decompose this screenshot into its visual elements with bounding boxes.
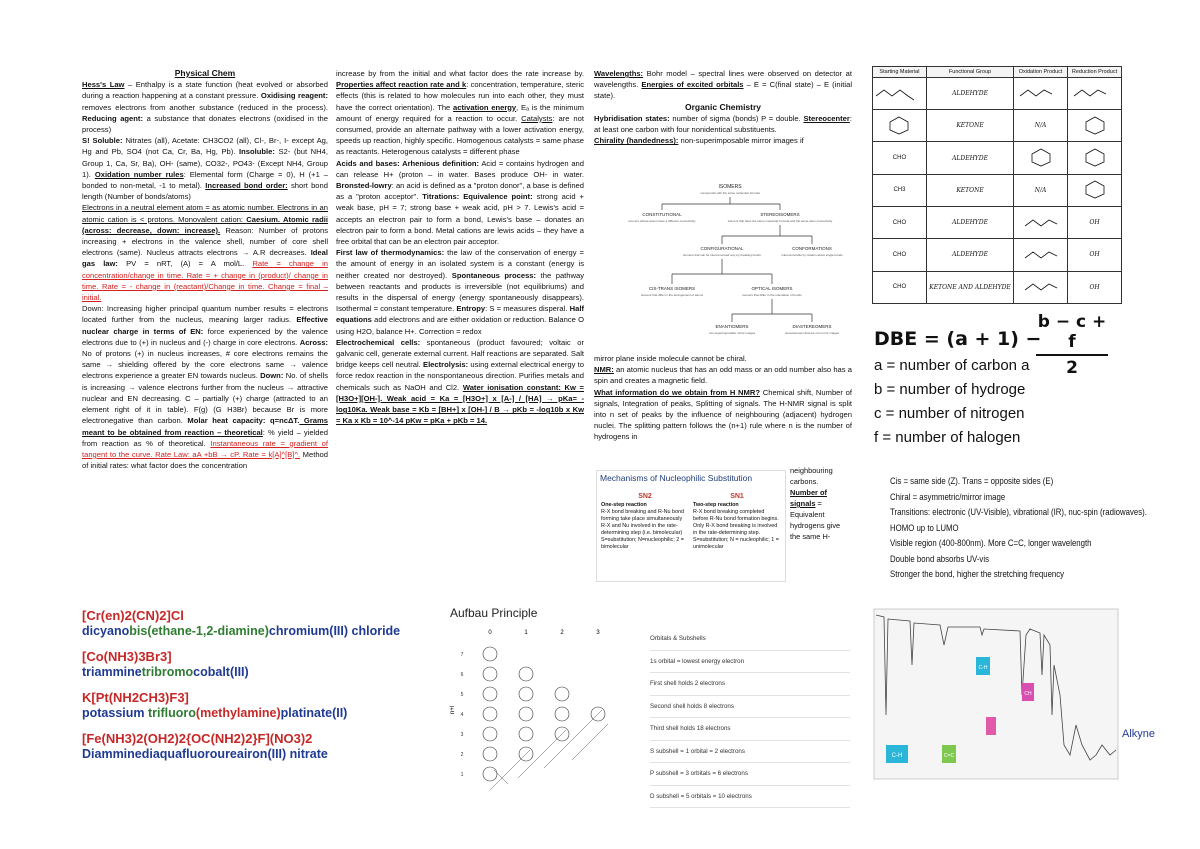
term: Insoluble: [239, 147, 275, 157]
ring-structure-icon [1080, 114, 1110, 136]
term: Titrations: Equivalence point: [422, 192, 533, 202]
note-line: Double bond absorbs UV-vis [890, 553, 989, 564]
text: the law of the conservation of energy = the amount of energy in an isolated system is a constant (energy is neither created nor destroyed). [336, 248, 584, 280]
row-label: 3 [460, 732, 464, 738]
compound-name [82, 624, 442, 639]
coordination-compounds [82, 608, 442, 772]
dbe-fraction [1036, 312, 1108, 378]
term: Number of signals [790, 488, 827, 508]
column-header: Functional Group [926, 67, 1013, 78]
note-line: HOMO up to LUMO [890, 522, 959, 533]
term: Across: [299, 337, 328, 347]
sn2-item: R-X bond breaking and R-Nu bond forming take place simultaneously [601, 509, 685, 522]
group-cell: KETONE [926, 174, 1013, 206]
paragraph [594, 135, 852, 146]
orbital-circles [483, 647, 605, 781]
column-label: 0 [488, 630, 492, 636]
term: Acids and bases: Arhenious definition: [336, 158, 480, 168]
row-label: 4 [460, 712, 464, 718]
column-header: Starting Material [873, 67, 927, 78]
term: Properties affect reaction rate and k [336, 80, 467, 90]
isomer-desc: isomers that have the same molecular formula and the same atom connectivity [727, 219, 833, 223]
table-row [873, 77, 1122, 109]
structure-cell [873, 271, 927, 303]
nmr-column [594, 353, 852, 463]
isomer-node: CONFORMATIONS [792, 246, 832, 251]
compound-name [82, 706, 442, 721]
term: Atomic radii (across: decrease, down: increase). [82, 214, 328, 235]
text: Reason: Number of protons increasing + electrons in the valence shell, number of core shell electrons (same). Nucleus attracts electrons → A.R decreases. [82, 225, 328, 258]
dbe-formula: DBE = (a + 1) − [874, 328, 1042, 350]
chain-structure-icon [874, 82, 924, 102]
isomer-desc: isomers whose atoms have a different connectivity [628, 219, 696, 223]
text: , Eₐ is the minimum amount of energy required for a reaction to occur. [336, 102, 584, 123]
sn1-item: Only R-X bond breaking is involved in the rate-determining step. [693, 523, 778, 536]
dbe-variable: c = number of nitrogen [874, 405, 1025, 422]
isomer-node: DIASTEREOMERS [792, 324, 832, 329]
panel-title: Mechanisms of Nucleophilic Substitution [600, 473, 753, 483]
term: S! Soluble: [82, 136, 123, 146]
column-label: 1 [524, 630, 528, 636]
sn2-title: SN2 [638, 493, 652, 500]
dbe-variables [874, 354, 1030, 450]
term: Electrolysis: [423, 360, 469, 370]
aufbau-grid [448, 624, 648, 794]
term: Grams meant to be obtained from reaction – theoretical [82, 416, 328, 437]
structure-cell [1014, 207, 1068, 239]
isomer-node: STEREOISOMERS [760, 212, 800, 217]
compound-name [82, 747, 442, 762]
term: What information do we obtain from H NMR? [594, 387, 760, 397]
nmr-signals-note [790, 465, 852, 570]
text: neighbouring carbons. [790, 466, 833, 486]
term: Down: [260, 371, 284, 381]
group-cell: KETONE AND ALDEHYDE [926, 271, 1013, 303]
text: : an acid is defined as a "proton donor", a base is defined as a "proton acceptor". [336, 181, 584, 202]
orbital-line: S subshell = 1 orbital = 2 electrons [650, 741, 850, 764]
term: Spontaneous process: [451, 270, 537, 280]
name-part: tribromo [141, 665, 194, 679]
term: Water ionisation constant: Kw = [H3O+][OH-]. Weak acid = Ka = [H3O+] x [A-] / [HA] → pKa= -log10Ka. Weak base = Kb = [BH+] x [OH-] / B → pKb = -log10b x Kw = Ka x Kb = 10^-14 pKw = pKa + pKb = 14. [336, 382, 584, 426]
name-part: cobalt(III) [193, 665, 249, 679]
oxidation-cell: N/A [1014, 174, 1068, 206]
term: Catalysts [521, 113, 553, 123]
reduction-cell: OH [1068, 239, 1122, 271]
text: – E = C(final state) – E (initial state). [594, 80, 853, 101]
group-label: CHO [892, 219, 907, 226]
term: Bronsted-lowry [336, 181, 392, 191]
rate-law-text: Instantaneous rate = gradient of tangent to the curve. Rate Law: aA +bB → cP. Rate = k[A]^[B]^. [82, 438, 328, 459]
orbital-line: Second shell holds 8 electrons [650, 696, 850, 719]
term: Caesium. [246, 214, 281, 224]
text: : at least one carbon with four nonidentical substituents. [594, 113, 852, 135]
sn1-item: Two-step reaction [693, 502, 739, 508]
group-cell: ALDEHYDE [926, 142, 1013, 174]
text: Chemical shift, Number of signals, Integration of peaks, Splitting of signals. The H-NMR signal is split into n set of peaks by the influence of neighbouring (adjacent) hydrogen nuclei. The splitting pattern follows the (n+1) rule where n is the number of hydrogens in [594, 387, 852, 442]
orbital-line: First shell holds 2 electrons [650, 673, 850, 696]
isomer-node: ISOMERS [718, 184, 742, 190]
ir-tag-label: C-H [978, 665, 988, 671]
group-cell: ALDEHYDE [926, 207, 1013, 239]
text: : Elemental form (Charge = 0), H (+1 – bonded to non-metal, -1 to metal). [82, 169, 328, 191]
sn2-column [601, 493, 689, 551]
term: Hybridisation states: [594, 113, 670, 123]
paragraph [594, 364, 852, 386]
table-row [873, 110, 1122, 142]
note-line: Cis = same side (Z). Trans = opposite sides (E) [890, 476, 1054, 486]
text: add electrons and are either oxidation or reduction. Balance O using H2O, balance H+. Correction = redox [336, 315, 584, 336]
text: Acid = contains hydrogen and can release H+ (proton – in water. Bases produce OH- in water. [336, 158, 584, 179]
text: short bond length (Number of bonds/atoms) [82, 181, 328, 202]
reduction-cell: OH [1068, 271, 1122, 303]
text: removes electrons from another substance (reduced in the process). [82, 102, 328, 112]
group-label: CHO [892, 251, 907, 258]
isomer-desc: isomers that differ in the orientation of bonds [742, 293, 802, 297]
structure-cell [873, 207, 927, 239]
isomer-node: CONSTITUTIONAL [642, 212, 682, 217]
physical-chem-column [82, 68, 328, 603]
axis-label: n+l [450, 705, 456, 714]
text: non-superimposable mirror images if [678, 136, 804, 146]
group-cell: ALDEHYDE [926, 77, 1013, 109]
row-label: 6 [460, 672, 464, 678]
isomer-desc: isomers that can be interconverted only by breaking bonds [683, 253, 761, 257]
paragraph [336, 337, 584, 427]
row-label: 1 [460, 772, 464, 778]
table-row [873, 239, 1122, 271]
filling-order-lines [490, 710, 608, 790]
term: Wavelengths: [594, 69, 644, 78]
text: Nitrates (all), Acetate: CH3CO2 (all), Cl-, Br-, I- except Ag, Hg and Pb, SO4 (not Ca, Cr, Ba, Hg, Pb). [82, 136, 328, 157]
acid-structure-icon [1016, 82, 1066, 102]
term: Chirality (handedness): [594, 136, 679, 146]
text: PV = nRT, (A) = A mol/L. [117, 259, 253, 269]
structure-cell [1014, 142, 1068, 174]
term: Reducing agent: [82, 113, 143, 123]
paragraph [594, 113, 852, 135]
term: Oxidation number rules [94, 169, 184, 179]
chain-structure-icon [1021, 276, 1061, 296]
paragraph [82, 303, 328, 471]
orbital-line: Orbitals & Subshells [650, 628, 850, 651]
term: Ideal gas law: [82, 248, 328, 269]
term: activation energy [453, 102, 517, 112]
sn2-item: S=substitution; N=nucleophilic; 2 = bimolecular [601, 537, 684, 550]
compound-formula: [Cr(en)2(CN)2]Cl [82, 608, 184, 623]
orbital-line: P subshell = 3 orbitals = 6 electrons [650, 763, 850, 786]
term: Increased bond order: [205, 181, 288, 191]
name-part: Diamminediaquafluoroureairon(III) nitrate [82, 747, 328, 761]
term: Oxidising reagent: [260, 91, 328, 101]
aufbau-diagram [448, 604, 648, 794]
text: an atomic nucleus that has an odd mass or an odd number also has a spin and creates a magnetic field. [594, 365, 852, 386]
section-heading: Organic Chemistry [684, 101, 762, 112]
paragraph [594, 68, 852, 102]
structure-cell [1068, 142, 1122, 174]
paragraph [790, 487, 852, 542]
structure-cell [1068, 77, 1122, 109]
term: NMR: [594, 365, 614, 375]
term: First law of thermodynamics: [336, 248, 445, 258]
isomer-desc: isomers that differ in the arrangement of atoms [640, 293, 704, 297]
dbe-variable: f = number of halogen [874, 429, 1021, 446]
row-label: 2 [460, 752, 464, 758]
column-label: 3 [596, 630, 600, 636]
sn2-item: One-step reaction [601, 502, 647, 508]
organic-chem-column [594, 68, 852, 181]
structure-cell [873, 174, 927, 206]
text: spontaneous (product favoured; voltaic or galvanic cell, generate external current. Half reactions are separated. Salt bridge keeps cell neutral. [336, 337, 584, 370]
orbital-line: D subshell = 5 orbitals = 10 electrons [650, 786, 850, 809]
chain-structure-icon [1021, 212, 1061, 232]
ir-tag-label: C=C [943, 753, 955, 759]
isomer-desc: stereoisomers that are not mirror images [784, 331, 840, 335]
name-part: platinate(II) [280, 706, 348, 720]
text: Down: Increasing higher principal quantum number results = electrons located further from the nucleus, meaning larger radius. [82, 304, 328, 325]
dbe-numerator: b − c + f [1037, 312, 1107, 352]
table-row [873, 142, 1122, 174]
name-part: (ethane-1,2-diamine) [147, 624, 269, 638]
text: Bohr model – spectral lines were observed on detector at wavelengths. [594, 69, 852, 90]
structure-cell [1068, 110, 1122, 142]
name-part: trifluoro [148, 706, 196, 720]
table-header-row [873, 67, 1122, 78]
group-label: CHO [892, 284, 907, 291]
paragraph: mirror plane inside molecule cannot be chiral. [594, 354, 747, 363]
sn1-column [693, 493, 781, 551]
note-line: Visible region (400-800nm). More C=C, longer wavelength [890, 538, 1092, 548]
note-line: Transitions: electronic (UV-Visible), vibrational (IR), nuc-spin (radiowaves). [890, 507, 1147, 517]
compound-name [82, 665, 442, 680]
row-label: 7 [460, 652, 464, 658]
text: No. of shells is increasing → valence electrons further from the nucleus → attractive nuclear and EN decreasing. C – partially (+) charge (attracted to an element right of it in table). F(g) (G H3Br) because Br is more electronegative than carbon. [82, 371, 328, 426]
name-part: (methylamine) [195, 706, 281, 720]
paragraph [82, 79, 328, 135]
name-part: bis [129, 624, 148, 638]
text: strong acid + weak base, pH = 7; strong base + weak acid, pH > 7. Lewis's acid = accepts an electron pair to form a bond, Lewis's base – donates an electron pair to form a bond. Metal cations are lewis acids – they have a free orbital that can be an electron pair acceptor. [336, 192, 584, 247]
isomer-node: ENANTIOMERS [715, 324, 749, 329]
physical-chem-column-2 [336, 68, 584, 603]
paragraph [594, 387, 852, 443]
term: Electrochemical cells: [336, 337, 421, 347]
paragraph [336, 158, 584, 248]
note-line: Chiral = asymmetric/mirror image [890, 491, 1006, 502]
term: Stereocenter [803, 113, 850, 123]
paragraph [336, 247, 584, 337]
group-cell: KETONE [926, 110, 1013, 142]
structure-cell [1014, 77, 1068, 109]
fraction-bar [1036, 354, 1108, 356]
oxidation-cell: N/A [1014, 110, 1068, 142]
isomer-desc: compounds with the same molecular formula [700, 191, 760, 195]
sn2-item: R-X and Nu involved in the rate-determining step (i.e. bimolecular) [601, 523, 683, 536]
text: using external electrical energy to force redox reaction in the nonspontaneous direction. Purifies metals and chemicals such as NaOH and Cl2. [336, 360, 584, 392]
isomer-desc: interconvertible by rotation about single bonds [781, 253, 843, 257]
term: Energies of excited orbitals [641, 80, 744, 90]
column-label: 2 [560, 630, 564, 636]
structure-cell [873, 239, 927, 271]
sn1-item: R-X bond breaking completed before R-Nu bond formation begins. [693, 509, 779, 522]
ir-spectrum-chart [870, 605, 1156, 785]
dbe-variable: b = number of hydroge [874, 381, 1026, 398]
table-row [873, 271, 1122, 303]
ir-tag-pink [986, 717, 996, 735]
ir-tag-label: CH [1024, 691, 1032, 697]
structure-cell [1068, 174, 1122, 206]
text: a substance that donates electrons (oxidised in the process) [82, 113, 328, 135]
reduction-cell: OH [1068, 207, 1122, 239]
chain-structure-icon [1021, 244, 1061, 264]
diagram-title: Aufbau Principle [450, 606, 538, 620]
group-label: CHO [892, 155, 907, 162]
text: Electrons in a neutral element atom = as atomic number. Electrons in an atomic cation is < protons. Monovalent cation: [82, 203, 328, 224]
isomer-node: CIS-TRANS ISOMERS [648, 286, 696, 291]
functional-group-table [872, 66, 1122, 304]
term: Effective nuclear charge in terms of EN: [82, 315, 328, 336]
text: increase by from the initial and what factor does the rate increase by. [336, 69, 584, 78]
group-label: CH3 [893, 187, 906, 194]
group-cell: ALDEHYDE [926, 239, 1013, 271]
table-row [873, 207, 1122, 239]
paragraph [336, 68, 584, 158]
text: – Enthalpy is a state function (heat evolved or absorbed during a reaction happening at a constant pressure. [82, 80, 328, 101]
ring-structure-icon [1080, 146, 1110, 168]
name-part: chromium(III) chloride [268, 624, 401, 638]
text: number of sigma (bonds) P = double. [669, 113, 804, 123]
structure-cell [1014, 271, 1068, 303]
isomer-desc: non-superimposable mirror images [708, 331, 756, 335]
paragraph [82, 135, 328, 202]
term: Hess's Law [82, 80, 125, 90]
ring-structure-icon [1080, 178, 1110, 200]
spectroscopy-notes [890, 474, 1147, 583]
term: Molar heat capacity: q=ncΔT. [187, 416, 300, 426]
text: Method of initial rates: what factor does the concentration [82, 449, 328, 471]
orbital-line: Third shell holds 18 electrons [650, 718, 850, 741]
table-row [873, 174, 1122, 206]
compound-formula: [Fe(NH3)2(OH2)2{OC(NH2)2}F](NO3)2 [82, 731, 313, 746]
dbe-variable: a = number of carbon a [874, 357, 1030, 374]
structure-cell [873, 110, 927, 142]
text: force experienced by the valence electrons due to (+) in nucleus and (-) charge in core electrons. [82, 326, 328, 347]
text: the pathway between reactants and products is irreversible (not equilibriums) and results in the dispersal of energy (energy spontaneously disappears). Isothermal = constant temperature. [336, 270, 585, 314]
column-header: Reduction Product [1068, 67, 1122, 78]
name-part: triammine [82, 665, 142, 679]
text: : S = measures disperal. [485, 304, 570, 314]
isomer-node: OPTICAL ISOMERS [751, 286, 793, 291]
section-title: Physical Chem [174, 68, 236, 78]
sn1-title: SN1 [730, 493, 744, 500]
orbital-line: 1s orbital = lowest energy electron [650, 651, 850, 674]
name-part: dicyano [82, 624, 130, 638]
isomer-node: CONFIGURATIONAL [700, 246, 744, 251]
term: Entropy [456, 304, 486, 314]
paragraph [82, 202, 328, 303]
text: S2- (but NH4, Group 1, Ca, Sr, Ba), OH- (same), CO32-, PO43- (Except NH4, Group 1). [82, 147, 328, 179]
alcohol-structure-icon [1070, 82, 1120, 102]
text: : concentration, temperature, steric effects (this is related to how molecules run into each other, they must have the correct orientation). The [336, 80, 584, 112]
note-line: Stronger the bond, higher the stretching frequency [890, 569, 1065, 579]
structure-cell [873, 77, 927, 109]
column-header: Oxidation Product [1014, 67, 1068, 78]
name-part: potassium [82, 706, 148, 720]
rate-text: Rate = change in concentration/change in time. Rate = + change in (product)/ change in time. Rate = - change in (reactant)/Change in time. Change = final – initial. [82, 259, 328, 303]
ring-structure-icon [884, 114, 914, 136]
text: : are not consumed, provide an alternate pathway with a lower activation energy, speeds up reaction, highly specific. Homogenous catalysts = same phase as reactants. Heterogenous catalysts = different phase [336, 113, 584, 157]
row-label: 5 [460, 692, 464, 698]
structure-cell [873, 142, 927, 174]
structure-cell [1014, 239, 1068, 271]
sn1-item: S=substitution; N = nucleophilic; 1 = unimolecular [693, 537, 779, 550]
orbitals-subshells-list [650, 628, 850, 808]
chart-label: Alkyne [1122, 728, 1156, 740]
isomer-diagram [612, 180, 848, 355]
text: = Equivalent hydrogens give the same H- [790, 499, 841, 541]
nucleophilic-substitution-panel [596, 470, 786, 582]
text: : % yield – yielded from reaction as % of theoretical. [82, 427, 328, 448]
term: Half equations [336, 304, 584, 325]
text: No of protons (+) in nucleus increases, # core electrons remains the same → shielding offered by the core electrons same → valence electrons experience a greater EN towards nucleus. [82, 349, 328, 381]
compound-formula: K[Pt(NH2CH3)F3] [82, 690, 189, 705]
dbe-formula-panel [872, 308, 1122, 463]
ir-tag-label: C-H [891, 753, 903, 759]
compound-formula: [Co(NH3)3Br3] [82, 649, 172, 664]
dbe-denominator: 2 [1066, 358, 1078, 378]
ring-structure-icon [1026, 146, 1056, 168]
